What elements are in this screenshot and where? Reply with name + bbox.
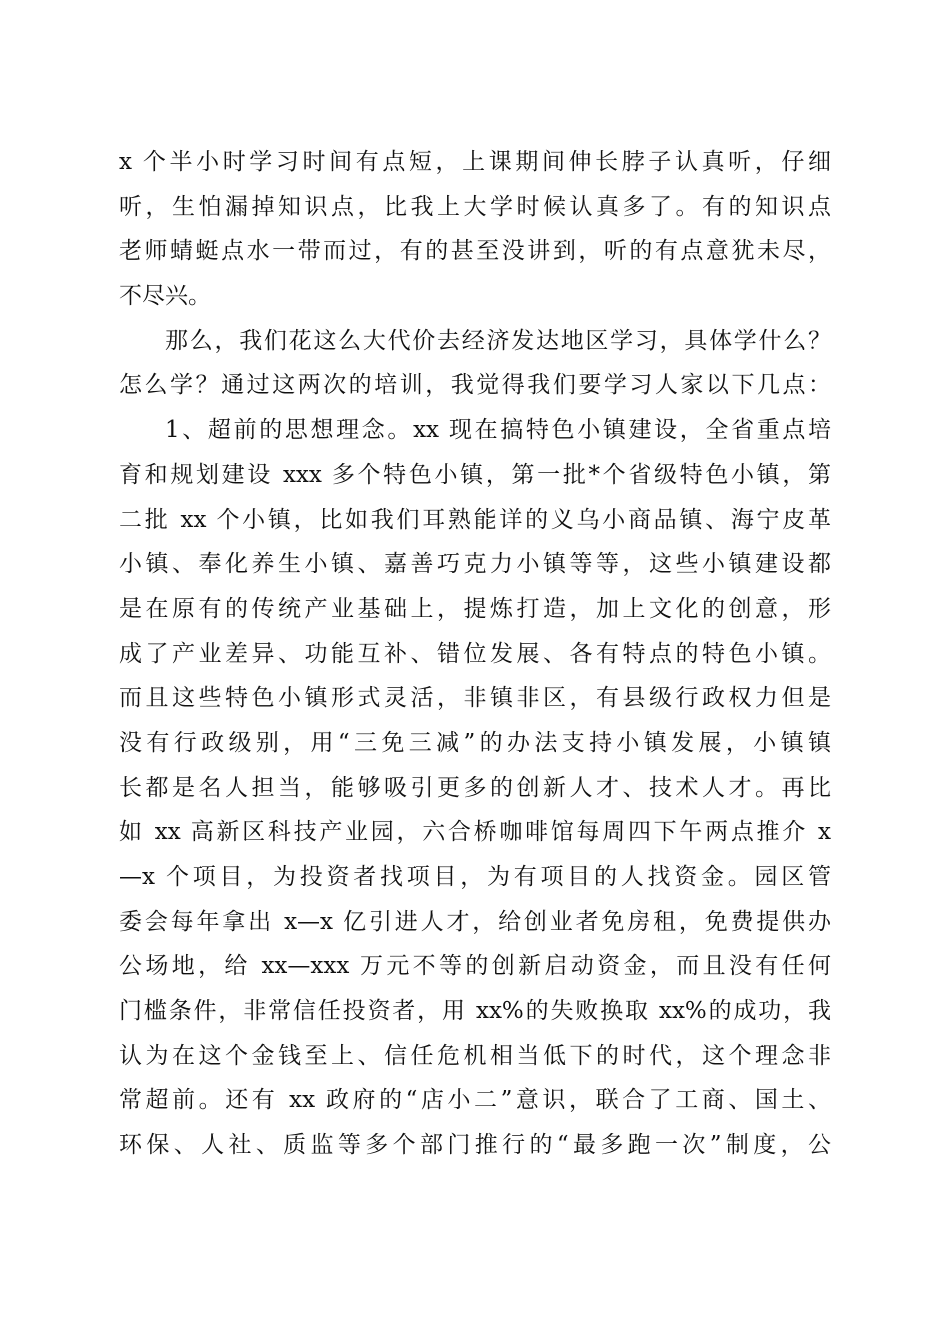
text-line: 二批 xx 个小镇，比如我们耳熟能详的义乌小商品镇、海宁皮革 <box>119 506 831 533</box>
text-line: 那么，我们花这么大代价去经济发达地区学习，具体学什么？ <box>165 327 831 354</box>
text-line: 不尽兴。 <box>119 283 211 310</box>
text-line: 小镇、奉化养生小镇、嘉善巧克力小镇等等，这些小镇建设都 <box>119 551 831 578</box>
text-line: 公场地，给 xx—xxx 万元不等的创新启动资金，而且没有任何 <box>119 953 831 980</box>
text-line: 环保、人社、质监等多个部门推行的“最多跑一次”制度，公 <box>119 1132 831 1159</box>
text-line: 育和规划建设 xxx 多个特色小镇，第一批*个省级特色小镇，第 <box>119 461 831 488</box>
text-line: 常超前。还有 xx 政府的“店小二”意识，联合了工商、国土、 <box>119 1087 831 1114</box>
text-line: 是在原有的传统产业基础上，提炼打造，加上文化的创意，形 <box>119 595 831 622</box>
text-line: 成了产业差异、功能互补、错位发展、各有特点的特色小镇。 <box>119 640 831 667</box>
text-line: 没有行政级别，用“三免三减”的办法支持小镇发展，小镇镇 <box>119 729 831 756</box>
text-line: 怎么学？通过这两次的培训，我觉得我们要学习人家以下几点： <box>119 372 831 399</box>
text-line: 委会每年拿出 x—x 亿引进人才，给创业者免房租，免费提供办 <box>119 908 831 935</box>
text-line: 长都是名人担当，能够吸引更多的创新人才、技术人才。再比 <box>119 774 831 801</box>
text-line: 1、超前的思想理念。xx 现在搞特色小镇建设，全省重点培 <box>165 417 831 444</box>
text-line: 门槛条件，非常信任投资者，用 xx%的失败换取 xx%的成功，我 <box>119 998 831 1025</box>
text-line: 而且这些特色小镇形式灵活，非镇非区，有县级行政权力但是 <box>119 685 831 712</box>
text-line: —x 个项目，为投资者找项目，为有项目的人找资金。园区管 <box>119 864 831 890</box>
body-text <box>119 140 831 1168</box>
text-line: x 个半小时学习时间有点短，上课期间伸长脖子认真听，仔细 <box>119 149 831 175</box>
text-line: 听，生怕漏掉知识点，比我上大学时候认真多了。有的知识点 <box>119 193 831 220</box>
text-line: 如 xx 高新区科技产业园，六合桥咖啡馆每周四下午两点推介 x <box>119 819 831 846</box>
text-line: 认为在这个金钱至上、信任危机相当低下的时代，这个理念非 <box>119 1042 831 1069</box>
text-line: 老师蜻蜓点水一带而过，有的甚至没讲到，听的有点意犹未尽， <box>119 238 831 265</box>
